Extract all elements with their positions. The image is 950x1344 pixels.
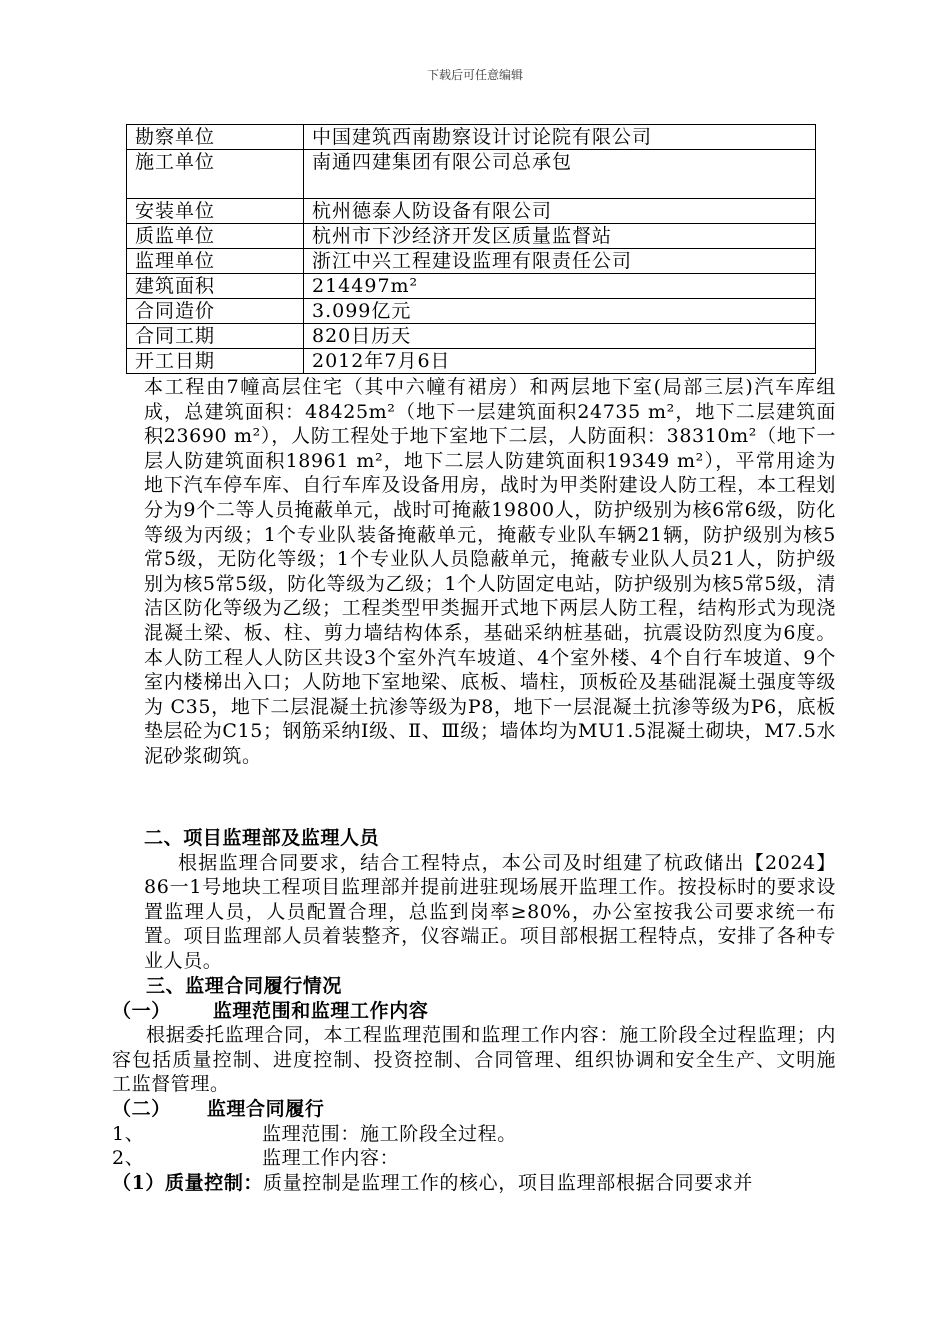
- row-label: 监理单位: [127, 249, 304, 274]
- quality-control-text: 质量控制是监理工作的核心，项目监理部根据合同要求并: [263, 1171, 754, 1194]
- section-2: [144, 826, 836, 974]
- list-item-text: 监理工作内容：: [262, 1147, 400, 1170]
- row-value: 南通四建集团有限公司总承包: [304, 150, 816, 199]
- row-value: 3.099亿元: [304, 299, 816, 324]
- list-item: [112, 1122, 836, 1147]
- row-label: 合同造价: [127, 299, 304, 324]
- subsection-2-heading: [112, 1097, 836, 1122]
- overview-paragraph: 本工程由7幢高层住宅（其中六幢有裙房）和两层地下室(局部三层)汽车库组成，总建筑面积：48425m²（地下一层建筑面积24735 m²，地下二层建筑面积23690 m²），人防工程处于地下室地下二层，人防面积：38310m²（地下一层人防建筑面积18961 m²，地下二层人防建筑面积19349 m²），平常用途为地下汽车停车库、自行车库及设备用房，战时为甲类附建设人防工程，本工程划分为9个二等人员掩蔽单元，战时可掩蔽19800人，防护级别为核6常6级，防化等级为丙级；1个专业队装备掩蔽单元，掩蔽专业队车辆21辆，防护级别为核5常5级，无防化等级；1个专业队人员隐蔽单元，掩蔽专业队人员21人，防护级别为核5常5级，防化等级为乙级；1个人防固定电站，防护级别为核5常5级，清洁区防化等级为乙级；工程类型甲类掘开式地下两层人防工程，结构形式为现浇混凝土梁、板、柱、剪力墙结构体系，基础采纳桩基础，抗震设防烈度为6度。本人防工程人人防区共设3个室外汽车坡道、4个室外楼、4个自行车坡道、9个室内楼梯出入口；人防地下室地梁、底板、墙柱，顶板砼及基础混凝土强度等级为 C35，地下二层混凝土抗渗等级为P8，地下一层混凝土抗渗等级为P6，底板垫层砼为C15；钢筋采纳Ⅰ级、Ⅱ、Ⅲ级；墙体均为MU1.5混凝土砌块，M7.5水泥砂浆砌筑。: [144, 376, 836, 767]
- table-row: [127, 274, 816, 299]
- row-value: 中国建筑西南勘察设计讨论院有限公司: [304, 125, 816, 150]
- table-row: [127, 199, 816, 224]
- table-row: [127, 349, 816, 374]
- section-2-title: 二、项目监理部及监理人员: [144, 827, 380, 849]
- row-value: 2012年7月6日: [304, 349, 816, 374]
- row-label: 开工日期: [127, 349, 304, 374]
- table-row: [127, 125, 816, 150]
- quality-control-line: [112, 1171, 836, 1196]
- overview-block: [144, 375, 836, 769]
- list-item-text: 监理范围：施工阶段全过程。: [262, 1122, 517, 1145]
- row-label: 勘察单位: [127, 125, 304, 150]
- row-label: 安装单位: [127, 199, 304, 224]
- subsection-2-title: 监理合同履行: [206, 1097, 325, 1120]
- list-item: [112, 1146, 836, 1171]
- list-item-number: 2、: [112, 1147, 145, 1170]
- section-2-paragraph: 根据监理合同要求，结合工程特点，本公司及时组建了杭政储出【2024】86一1号地块工程项目监理部并提前进驻现场展开监理工作。按投标时的要求设置监理人员，人员配置合理，总监到岗率≥80%，办公室按我公司要求统一布置。项目监理部人员着装整齐，仪容端正。项目部根据工程特点，安排了各种专业人员。: [144, 851, 836, 972]
- header-note: 下载后可任意编辑: [426, 68, 523, 82]
- row-value: 214497m²: [304, 274, 816, 299]
- table-row: [127, 299, 816, 324]
- table-row: [127, 224, 816, 249]
- table-row: [127, 324, 816, 349]
- row-label: 施工单位: [127, 150, 304, 199]
- row-value: 浙江中兴工程建设监理有限责任公司: [304, 249, 816, 274]
- quality-control-label: （1）质量控制：: [112, 1171, 264, 1194]
- row-value: 杭州德泰人防设备有限公司: [304, 199, 816, 224]
- row-value: 820日历天: [304, 324, 816, 349]
- row-label: 合同工期: [127, 324, 304, 349]
- row-value: 杭州市下沙经济开发区质量监督站: [304, 224, 816, 249]
- section-3: [112, 974, 836, 1195]
- subsection-1-heading: [112, 999, 836, 1024]
- subsection-1-title: 监理范围和监理工作内容: [212, 999, 429, 1022]
- table-row: [127, 249, 816, 274]
- subsection-1-number: （一）: [112, 999, 171, 1022]
- row-label: 质监单位: [127, 224, 304, 249]
- list-item-number: 1、: [112, 1122, 145, 1145]
- row-label: 建筑面积: [127, 274, 304, 299]
- section-3-title: 三、监理合同履行情况: [146, 975, 343, 997]
- subsection-1-paragraph: 根据委托监理合同，本工程监理范围和监理工作内容：施工阶段全过程监理；内容包括质量控制、进度控制、投资控制、合同管理、组织协调和安全生产、文明施工监督管理。: [112, 1024, 836, 1096]
- project-info-table: [126, 124, 816, 374]
- table-row: [127, 150, 816, 199]
- subsection-2-number: （二）: [112, 1097, 171, 1120]
